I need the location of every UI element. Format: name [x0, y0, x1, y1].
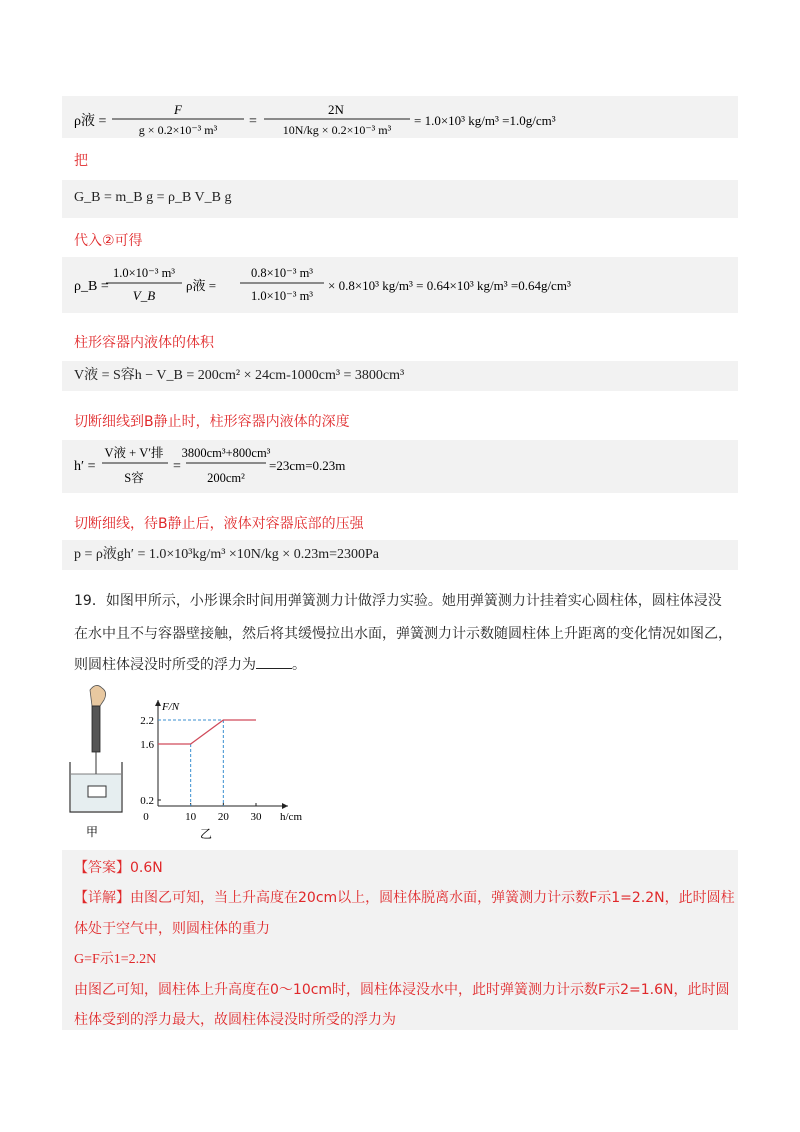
eq1-f1-den: g × 0.2×10⁻³ m³ [138, 123, 218, 137]
eq3-f2-num: 0.8×10⁻³ m³ [250, 266, 314, 280]
hand-icon [90, 685, 106, 706]
label-jia: 甲 [86, 825, 99, 839]
x-tick-label: 10 [185, 811, 197, 823]
eq3-lhs: ρ_B = [74, 279, 109, 294]
text-substitute: 代入②可得 [74, 233, 143, 249]
answer-detail-4: 由图乙可知，圆柱体上升高度在0～10cm时，圆柱体浸没水中，此时弹簧测力计示数F示2=1.6N，此时圆 [74, 982, 730, 998]
question-line-3 [74, 654, 306, 674]
eq3-mid: ρ液 = [186, 278, 217, 293]
answer-band [62, 850, 738, 1030]
cylinder-icon [88, 786, 106, 797]
question-line-3-text: 则圆柱体浸没时所受的浮力为 [74, 657, 256, 673]
question-line-1: 19．如图甲所示，小彤课余时间用弹簧测力计做浮力实验。她用弹簧测力计挂着实心圆柱体，圆柱体浸没 [74, 593, 722, 609]
x-tick-label: 30 [250, 811, 262, 823]
density-equation [74, 103, 634, 141]
eq5-rhs: =23cm=0.23m [269, 458, 346, 473]
text-volume: 柱形容器内液体的体积 [74, 335, 214, 351]
eq3-f2-den: 1.0×10⁻³ m³ [250, 289, 314, 303]
text-cut-depth: 切断细线到B静止时，柱形容器内液体的深度 [74, 414, 350, 430]
eq1-lhs: ρ液 = [74, 114, 107, 129]
eq5-f2-den: 200cm² [207, 471, 245, 485]
eq3-rhs: × 0.8×10³ kg/m³ = 0.64×10³ kg/m³ =0.64g/cm³ [328, 278, 571, 293]
eq1-eq: = [249, 114, 257, 129]
depth-equation [74, 444, 494, 494]
density-equation-svg [74, 103, 634, 137]
answer-detail-3: G=F示1=2.2N [74, 952, 157, 967]
eq5-f1-num: V液 + V′排 [104, 446, 164, 460]
eq1-rhs: = 1.0×10³ kg/m³ =1.0g/cm³ [414, 113, 556, 128]
text-ba: 把 [74, 153, 88, 169]
spring-scale-icon [92, 706, 100, 752]
x-tick-label: 20 [217, 811, 229, 823]
eq5-f1-den: S容 [124, 471, 144, 485]
y-axis-label: F/N [162, 701, 180, 713]
answer-detail-1: 【详解】由图乙可知，当上升高度在20cm以上，圆柱体脱离水面，弹簧测力计示数F示1=2.2N，此时圆柱 [74, 890, 735, 906]
volume-equation: V液 = S容h − V_B = 200cm² × 24cm-1000cm³ = 3800cm³ [74, 368, 405, 383]
y-tick-label: 1.6 [140, 739, 154, 751]
eq5-f2-num: 3800cm³+800cm³ [181, 446, 271, 460]
pressure-equation: p = ρ液gh′ = 1.0×10³kg/m³ ×10N/kg × 0.23m=2300Pa [74, 547, 379, 562]
apparatus-figure [62, 682, 132, 842]
gravity-equation: G_B = m_B g = ρ_B V_B g [74, 190, 232, 205]
y-tick-label: 0.2 [140, 795, 154, 807]
eq5-lhs: h′ = [74, 459, 96, 474]
y-axis-arrow-icon [155, 700, 161, 706]
eq5-eqsign: = [173, 459, 181, 474]
y-tick-label: 2.2 [140, 715, 154, 727]
eq1-f2-num: 2N [328, 103, 344, 117]
density-b-equation [74, 265, 694, 309]
x-axis-label: h/cm [280, 811, 302, 823]
answer-detail-5: 柱体受到的浮力最大，故圆柱体浸没时所受的浮力为 [74, 1012, 396, 1028]
answer-blank [256, 656, 292, 669]
eq1-f2-den: 10N/kg × 0.2×10⁻³ m³ [282, 123, 392, 137]
answer-detail-2: 体处于空气中，则圆柱体的重力 [74, 921, 270, 937]
label-yi: 乙 [200, 827, 213, 841]
depth-equation-svg [74, 444, 494, 490]
eq3-f1-den: V_B [132, 288, 156, 303]
force-height-chart [130, 696, 310, 846]
question-line-2: 在水中且不与容器壁接触，然后将其缓慢拉出水面，弹簧测力计示数随圆柱体上升距离的变化情况如图乙， [74, 626, 732, 642]
question-line-3-end: 。 [292, 657, 306, 673]
x-axis-arrow-icon [282, 803, 288, 809]
series-line [158, 720, 256, 744]
eq1-f1-num: F [174, 103, 182, 117]
x-tick-label: 0 [143, 811, 149, 823]
text-cut-pressure: 切断细线，待B静止后，液体对容器底部的压强 [74, 516, 364, 532]
density-b-svg [74, 265, 694, 305]
answer-label: 【答案】0.6N [74, 860, 163, 876]
eq3-f1-num: 1.0×10⁻³ m³ [112, 266, 176, 280]
